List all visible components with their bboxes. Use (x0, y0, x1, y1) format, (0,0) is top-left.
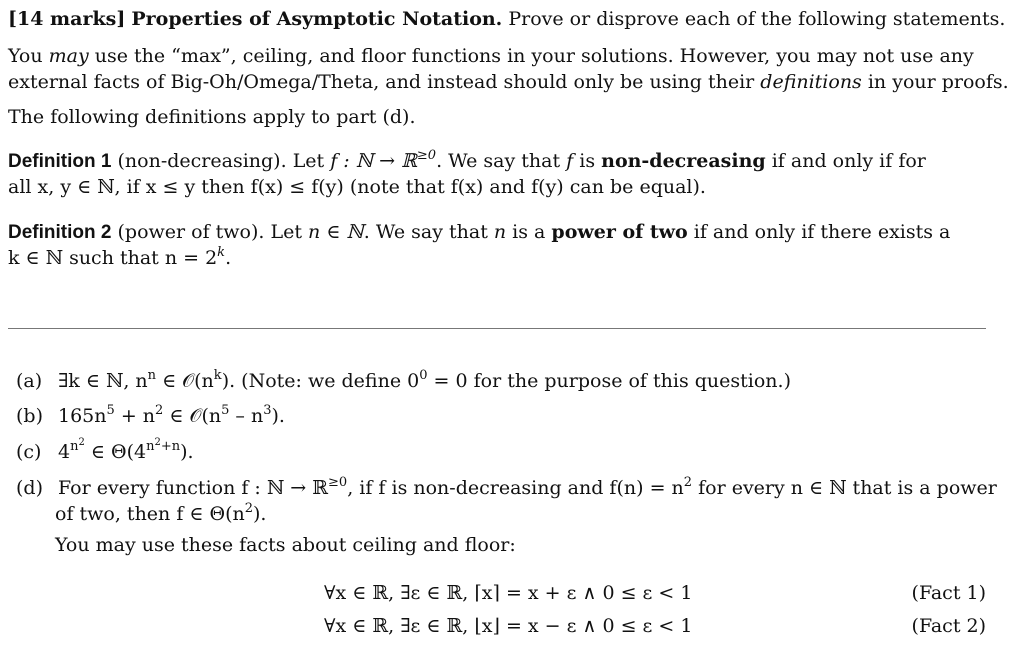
definition-text: if and only if for (771, 150, 926, 172)
part-d (16, 475, 997, 501)
part-text: – n (229, 405, 264, 427)
definition-term: non-decreasing (601, 150, 766, 172)
part-label: (d) (16, 477, 43, 499)
part-text: for every n ∈ ℕ that is a power (692, 477, 997, 499)
problem-title: Properties of Asymptotic Notation. (131, 8, 503, 30)
part-text: ). (271, 405, 285, 427)
problem-header (8, 6, 1005, 32)
definition-text: all x, y ∈ ℕ, if x ≤ y then f(x) ≤ f(y) (note that f(x) and f(y) can be equal). (8, 176, 706, 198)
part-label: (c) (16, 441, 42, 463)
part-text: ). (Note: we define 0 (221, 370, 420, 392)
part-text: 4 (58, 441, 71, 463)
part-d-line-3 (55, 532, 516, 558)
definition-1-line-2 (8, 174, 706, 200)
definition-paren: (non-decreasing). (117, 150, 287, 172)
definition-label: Definition 1 (8, 151, 112, 172)
part-a (16, 368, 791, 394)
intro-line-3 (8, 104, 416, 130)
part-text: of two, then f ∈ Θ(n (55, 503, 245, 525)
part-sup: 5 (221, 403, 230, 418)
part-sup: 2 (683, 475, 693, 490)
intro-line-1 (8, 43, 974, 69)
part-text: ). (253, 503, 267, 525)
definition-1 (8, 148, 926, 175)
definition-text: Let (270, 221, 302, 243)
intro-text: external facts of Big-Oh/Omega/Theta, and instead should only be using their (8, 71, 761, 93)
intro-note: The following definitions apply to part (d). (8, 106, 416, 128)
part-text: , if f is non-decreasing and f(n) = n (347, 477, 684, 499)
definition-text: if and only if there exists a (693, 221, 951, 243)
definition-text: is a (512, 221, 546, 243)
intro-line-2 (8, 69, 1009, 95)
definition-text: k ∈ ℕ such that n = 2 (8, 247, 218, 269)
fact-2-formula: ∀x ∈ ℝ, ∃ε ∈ ℝ, ⌊x⌋ = x − ε ∧ 0 ≤ ε < 1 (324, 615, 693, 637)
part-text: ∃k ∈ ℕ, n (58, 370, 148, 392)
part-text: ∈ 𝒪(n (163, 405, 222, 427)
fact-2-label: (Fact 2) (911, 615, 986, 637)
part-sup: 2 (244, 501, 254, 516)
definition-label: Definition 2 (8, 222, 112, 243)
part-sup: k (213, 368, 222, 383)
part-text: ∈ 𝒪(n (156, 370, 214, 392)
definition-text: Let (292, 150, 325, 172)
definition-math: n ∈ ℕ (308, 221, 364, 243)
definition-2 (8, 219, 950, 246)
part-label: (b) (16, 405, 43, 427)
marks-label: [14 marks] (8, 8, 126, 30)
part-sup: n (147, 368, 157, 383)
section-divider (8, 328, 986, 329)
problem-lead: Prove or disprove each of the following statements. (508, 8, 1006, 30)
part-sup: 3 (263, 403, 272, 418)
part-text: = 0 for the purpose of this question.) (427, 370, 791, 392)
part-sup: 5 (106, 403, 115, 418)
definition-math: f (566, 150, 574, 172)
fact-1-formula: ∀x ∈ ℝ, ∃ε ∈ ℝ, ⌈x⌉ = x + ε ∧ 0 ≤ ε < 1 (324, 582, 693, 604)
definition-text: is (579, 150, 596, 172)
part-d-line-2 (55, 501, 266, 527)
part-sup: 0 (419, 368, 428, 383)
definition-paren: (power of two). (117, 221, 265, 243)
intro-text: in your proofs. (861, 71, 1009, 93)
part-text: ∈ Θ(4 (84, 441, 147, 463)
part-b (16, 403, 285, 429)
part-text: 165n (58, 405, 107, 427)
part-sup-sup: 2 (154, 437, 161, 448)
part-c (16, 439, 194, 465)
definition-text: . We say that (363, 221, 488, 243)
part-text: You may use these facts about ceiling and floor: (55, 534, 516, 556)
part-label: (a) (16, 370, 43, 392)
definition-math-sup: ≥0 (416, 148, 437, 163)
intro-text: You (8, 45, 49, 67)
part-text: + n (114, 405, 156, 427)
part-sup-sup: 2 (78, 437, 85, 448)
part-sup: 2 (155, 403, 164, 418)
part-sup: +n (160, 439, 181, 454)
definition-text: . (225, 247, 232, 269)
intro-emphasis-may: may (48, 45, 89, 67)
definition-term: power of two (551, 221, 688, 243)
fact-1-label: (Fact 1) (911, 582, 986, 604)
part-text: For every function f : ℕ → ℝ (58, 477, 329, 499)
part-text: ). (180, 441, 194, 463)
part-sup: ≥0 (328, 475, 348, 490)
intro-text: use the “max”, ceiling, and floor functions in your solutions. However, you may not use any (88, 45, 974, 67)
definition-math: n (493, 221, 507, 243)
part-sup: n (70, 439, 79, 454)
part-sup: n (146, 439, 155, 454)
intro-emphasis-definitions: definitions (760, 71, 862, 93)
definition-math: f : ℕ → ℝ (330, 150, 417, 172)
definition-2-line-2 (8, 245, 231, 271)
definition-text: . We say that (436, 150, 561, 172)
definition-math-sup: k (217, 245, 226, 260)
